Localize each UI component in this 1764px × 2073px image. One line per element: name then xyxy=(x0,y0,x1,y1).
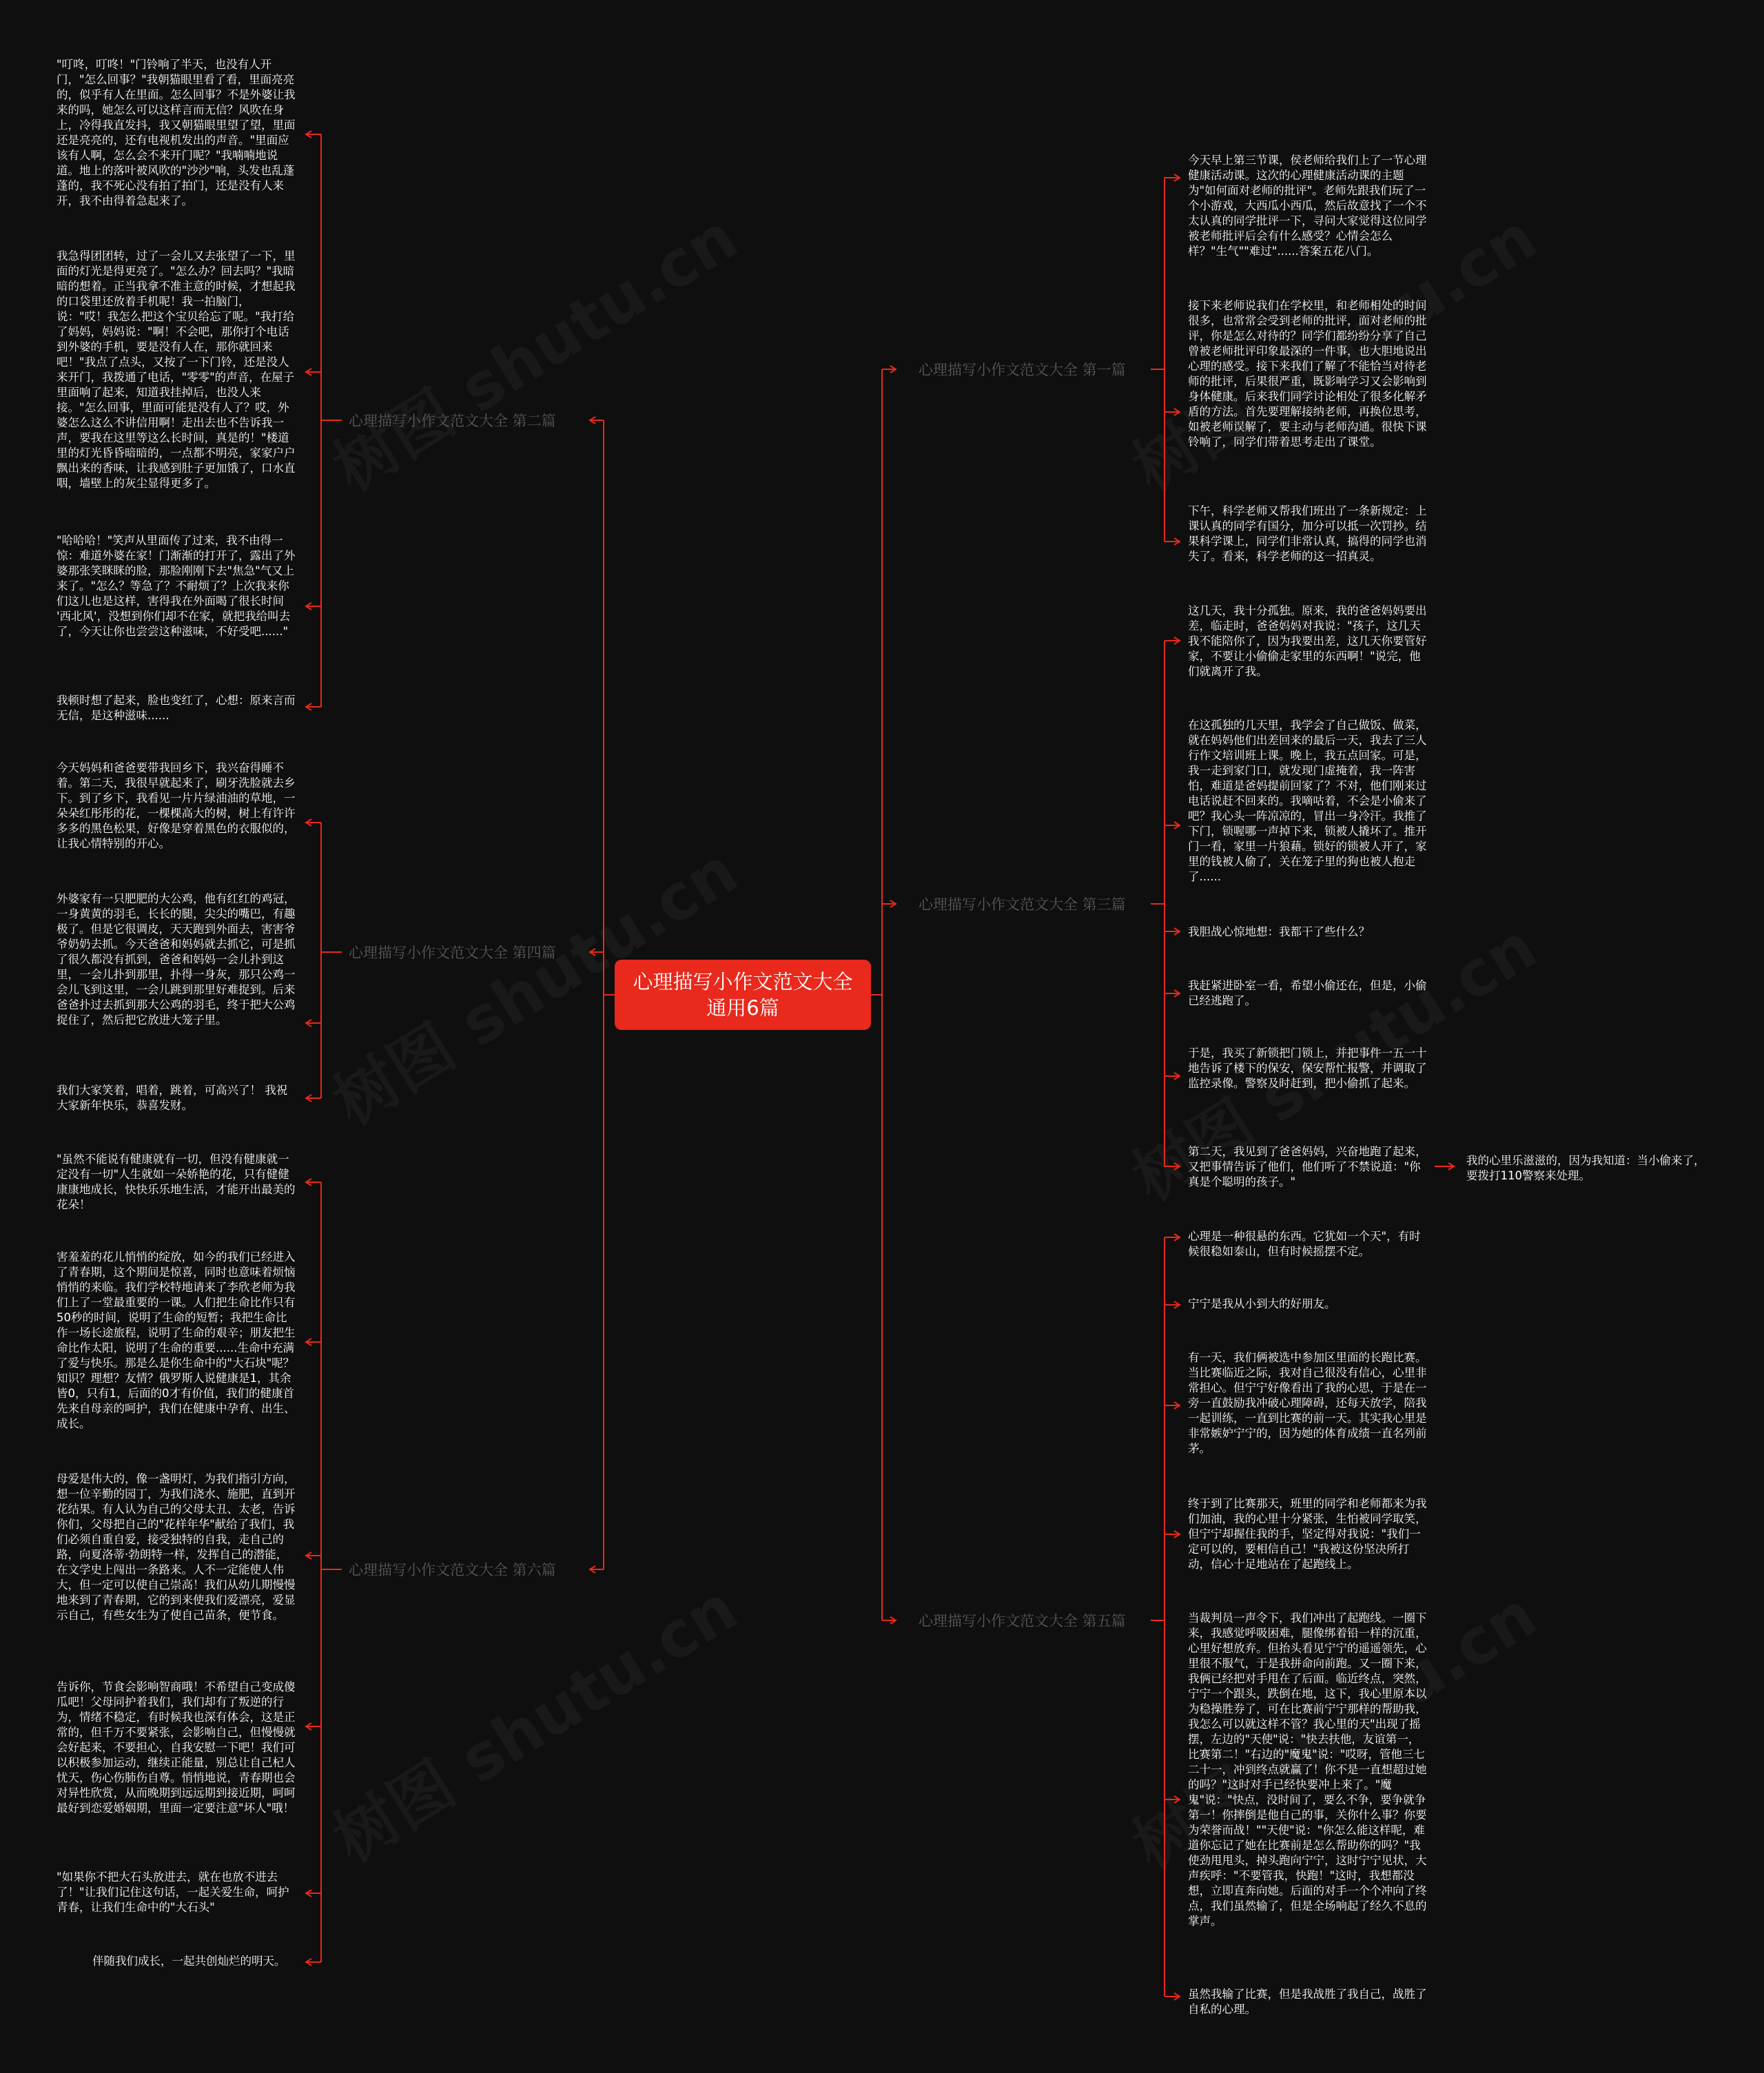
leaf-3-1: 这几天，我十分孤独。原来，我的爸爸妈妈要出差，临走时，爸爸妈妈对我说："孩子，这几天我不能陪你了，因为我要出差，这几天你要管好家，不要让小偷偷走家里的东西啊！"说完，他们就离开了我。 xyxy=(1188,604,1427,678)
central-topic[interactable]: 心理描写小作文范文大全通用6篇 xyxy=(615,960,871,1030)
branch-3[interactable]: 心理描写小作文范文大全 第三篇 xyxy=(919,896,1126,913)
leaf-3-6-1: 我的心里乐滋滋的，因为我知道：当小偷来了，要拨打110警察来处理。 xyxy=(1466,1154,1705,1182)
leaf-6-4: 告诉你，节食会影响智商哦！不希望自己变成傻瓜吧！父母同护着我们，我们却有了叛逆的行为，情绪不稳定，有时候我也深有体会，这是正常的，但千万不要紧张，会影响自己，但慢慢就会好起来，不要担心，自我安慰一下吧！我们可以积极参加运动，继续正能量，别总让自己杞人忧天，伤心伤肺伤自尊。悄悄地说，青春期也会对异性欣赏，从而晚期到远远期到接近期，呵呵最好到恋爱婚姻期，里面一定要注意"坏人"哦！ xyxy=(57,1680,296,1815)
leaf-5-2: 宁宁是我从小到大的好朋友。 xyxy=(1188,1297,1336,1310)
leaf-4-2: 外婆家有一只肥肥的大公鸡，他有红红的鸡冠，一身黄黄的羽毛，长长的腿，尖尖的嘴巴，有趣极了。但是它很调皮，天天跑到外面去，害害爷爷奶奶去抓。今天爸爸和妈妈就去抓它，可是抓了很久都没有抓到，爸爸和妈妈一会儿扑到这里，一会儿扑到那里，扑得一身灰，那只公鸡一会儿飞到这里，一会儿跳到那里好难捉到。后来爸爸扑过去抓到那大公鸡的羽毛，终于把大公鸡捉住了，然后把它放进大笼子里。 xyxy=(57,892,296,1027)
leaf-2-2: 我急得团团转，过了一会儿又去张望了一下，里面的灯光是得更亮了。"怎么办？回去吗？"我暗暗的想着。正当我拿不准主意的时候，才想起我的口袋里还放着手机呢！我一拍脑门，说："哎！我怎么把这个宝贝给忘了呢。"我打给了妈妈，妈妈说："啊！不会吧，那你打个电话到外婆的手机，要是没有人在，那你就回来吧！"我点了点头，又按了一下门铃，还是没人来开门，我拨通了电话，"零零"的声音，在屋子里面响了起来，知道我挂掉后，也没人来接。"怎么回事，里面可能是没有人了？哎，外婆怎么这么不讲信用啊！走出去也不告诉我一声，要我在这里等这么长时间，真是的！"楼道里的灯光昏昏暗暗的，一点都不明亮，家家户户飘出来的香味，让我感到肚子更加饿了，口水直咽，墙壁上的灰尘显得更多了。 xyxy=(57,249,296,490)
leaf-2-3: "哈哈哈！"笑声从里面传了过来，我不由得一惊：难道外婆在家！门渐渐的打开了，露出了外婆那张笑眯眯的脸，那脸刚刚下去"焦急"气又上来了。"怎么？等急了？不耐烦了？上次我来你们这儿也是这样，害得我在外面喝了很长时间 '西北风'，没想到你们却不在家，就把我给叫去了，今天让你也尝尝这种滋味，不好受吧......" xyxy=(57,534,296,638)
leaf-6-1: "虽然不能说有健康就有一切，但没有健康就一定没有一切"人生就如一朵娇艳的花，只有健健康康地成长，快快乐乐地生活，才能开出最美的花朵！ xyxy=(57,1153,296,1211)
leaf-4-1: 今天妈妈和爸爸要带我回乡下，我兴奋得睡不着。第二天，我很早就起来了，刷牙洗脸就去乡下。到了乡下，我看见一片片绿油油的草地，一朵朵红彤彤的花，一棵棵高大的树，树上有许许多多的黑色松果，好像是穿着黑色的衣服似的，让我心情特别的开心。 xyxy=(57,761,296,850)
leaf-5-6: 虽然我输了比赛，但是我战胜了我自己，战胜了自私的心理。 xyxy=(1188,1988,1427,2016)
leaf-6-2: 害羞羞的花儿悄悄的绽放，如今的我们已经进入了青春期，这个期间是惊喜，同时也意味着烦恼悄悄的来临。我们学校特地请来了李欣老师为我们上了一堂最重要的一课。人们把生命比作只有50秒的时间，说明了生命的短暂；我把生命比作一场长途旅程，说明了生命的艰辛；朋友把生命比作太阳，说明了生命的重要......生命中充满了爱与快乐。那是么是你生命中的"大石块"呢？知识？理想？友情？俄罗斯人说健康是1，其余皆0，只有1，后面的0才有价值，我们的健康首先来自母亲的呵护，我们在健康中孕育、出生、成长。 xyxy=(57,1250,296,1430)
leaf-3-3: 我胆战心惊地想：我都干了些什么？ xyxy=(1188,925,1370,938)
leaf-1-1: 今天早上第三节课，侯老师给我们上了一节心理健康活动课。这次的心理健康活动课的主题为"如何面对老师的批评"。老师先跟我们玩了一个小游戏，大西瓜小西瓜，然后故意找了一个不太认真的同学批评一下，寻问大家觉得这位同学被老师批评后会有什么感受？心情会怎么样？"生气""难过"......答案五花八门。 xyxy=(1188,154,1427,258)
leaf-6-5: "如果你不把大石头放进去，就在也放不进去了！"让我们记住这句话，一起关爱生命，呵护青春，让我们生命中的"大石头" xyxy=(57,1870,289,1914)
leaf-1-2: 接下来老师说我们在学校里，和老师相处的时间很多，也常常会受到老师的批评，面对老师的批评，你是怎么对待的？同学们都纷纷分享了自己曾被老师批评印象最深的一件事，也大胆地说出心理的感受。接下来我们了解了不能恰当对待老师的批评，后果很严重，既影响学习又会影响到身体健康。后来我们同学讨论相处了很多化解矛盾的方法。首先要理解接纳老师，再换位思考，如被老师误解了，要主动与老师沟通。很快下课铃响了，同学们带着思考走出了课堂。 xyxy=(1188,299,1427,448)
leaf-3-2: 在这孤独的几天里，我学会了自己做饭、做菜，就在妈妈他们出差回来的最后一天，我去了三人行作文培训班上课。晚上，我五点回家。可是，我一走到家门口，就发现门虚掩着，我一阵害怕，难道是爸妈提前回家了？不对，他们刚来过电话说赶不回来的。我嘀咕着，不会是小偷来了吧？我心头一阵凉凉的，冒出一身冷汗。我推了下门，锁喔哪一声掉下来，锁被人撬坏了。推开门一看，家里一片狼藉。锁好的锁被人开了，家里的钱被人偷了，关在笼子里的狗也被人抱走了...... xyxy=(1188,719,1427,883)
leaf-6-6: 伴随我们成长，一起共创灿烂的明天。 xyxy=(92,1955,286,1968)
leaf-2-4: 我顿时想了起来，脸也变红了，心想：原来言而无信，是这种滋味...... xyxy=(57,694,296,722)
leaf-5-4: 终于到了比赛那天，班里的同学和老师都来为我们加油，我的心里十分紧张，生怕被同学取笑，但宁宁却握住我的手，坚定得对我说："我们一定可以的，要相信自己！"我被这份坚决所打动，信心十足地站在了起跑线上。 xyxy=(1188,1497,1427,1571)
leaf-4-3: 我们大家笑着，唱着，跳着，可高兴了！ 我祝大家新年快乐，恭喜发财。 xyxy=(57,1084,288,1112)
branch-1[interactable]: 心理描写小作文范文大全 第一篇 xyxy=(919,362,1126,378)
leaf-5-5: 当裁判员一声令下，我们冲出了起跑线。一圈下来，我感觉呼吸困难，腿像绑着铅一样的沉重，心里好想放弃。但抬头看见宁宁的遥遥领先，心里很不服气，于是我拼命向前跑。又一圈下来，我俩已经把对手甩在了后面。临近终点，突然，宁宁一个跟头，跌倒在地，这下，我心里原本以为稳操胜券了，可在比赛前宁宁那样的帮助我，我怎么可以就这样不管？我心里的天"出现了摇摆，左边的"天使"说："快去扶他，友谊第一，比赛第二！"右边的"魔鬼"说："哎呀，管他三七二十一，冲到终点就赢了！你不是一直想超过她的吗？"这时对手已经快要冲上来了。"魔鬼"说："快点，没时间了，要么不争，要争就争第一！你摔倒是他自己的事，关你什么事？你要为荣誉而战！""天使"说："你怎么能这样呢，难道你忘记了她在比赛前是怎么帮助你的吗？"我使劲甩甩头，掉头跑向宁宁，这时宁宁见状，大声疾呼："不要管我，快跑！"这时，我想都没想，立即直奔向她。后面的对手一个个冲向了终点，我们虽然输了，但是全场响起了经久不息的掌声。 xyxy=(1188,1611,1427,1928)
branch-4[interactable]: 心理描写小作文范文大全 第四篇 xyxy=(349,945,556,961)
branch-2[interactable]: 心理描写小作文范文大全 第二篇 xyxy=(349,413,556,429)
leaf-3-4: 我赶紧进卧室一看，希望小偷还在，但是，小偷已经逃跑了。 xyxy=(1188,979,1427,1007)
branch-6[interactable]: 心理描写小作文范文大全 第六篇 xyxy=(349,1562,556,1578)
leaf-5-1: 心理是一种很悬的东西。它犹如一个天"，有时候很稳如泰山，但有时候摇摆不定。 xyxy=(1188,1230,1421,1258)
leaf-3-5: 于是，我买了新锁把门锁上，并把事件一五一十地告诉了楼下的保安，保安帮忙报警，并调取了监控录像。警察及时赶到，把小偷抓了起来。 xyxy=(1188,1046,1427,1090)
leaf-6-3: 母爱是伟大的，像一盏明灯，为我们指引方向，想一位辛勤的园丁，为我们浇水、施肥，直到开花结果。有人认为自己的父母太丑、太老，告诉你们，父母把自己的"花样年华"献给了我们，我们必须自重自爱，接受独特的自我，走自己的路，向夏洛蒂·勃朗特一样，发挥自己的潜能，在文学史上闯出一条路来。人不一定能使人伟大，但一定可以使自己崇高！我们从幼儿期慢慢地来到了青春期，它的到来使我们爱漂亮，爱显示自己，有些女生为了使自己苗条，便节食。 xyxy=(57,1472,296,1622)
leaf-1-3: 下午，科学老师又帮我们班出了一条新规定：上课认真的同学有国分，加分可以抵一次罚抄。结果科学课上，同学们非常认真，搞得的同学也消失了。看来，科学老师的这一招真灵。 xyxy=(1188,504,1427,563)
leaf-5-3: 有一天，我们俩被选中参加区里面的长跑比赛。当比赛临近之际，我对自己很没有信心，心里非常担心。但宁宁好像看出了我的心思，于是在一旁一直鼓励我冲破心理障碍，还每天放学，陪我一起训练，一直到比赛的前一天。其实我心里是非常嫉妒宁宁的，因为她的体育成绩一直名列前茅。 xyxy=(1188,1351,1427,1455)
branch-5[interactable]: 心理描写小作文范文大全 第五篇 xyxy=(919,1613,1126,1629)
leaf-2-1: "叮咚，叮咚！"门铃响了半天，也没有人开门，"怎么回事？"我朝猫眼里看了看，里面亮亮的，似乎有人在里面。怎么回事？不是外婆让我来的吗，她怎么可以这样言而无信？风吹在身上，冷得我直发抖，我又朝猫眼里望了望，里面还是亮亮的，还有电视机发出的声音。"里面应该有人啊，怎么会不来开门呢？"我喃喃地说道。地上的落叶被风吹的"沙沙"响，头发也乱蓬蓬的，我不死心没有拍了拍门，还是没有人来开，我不由得着急起来了。 xyxy=(57,58,296,207)
leaf-3-6: 第二天，我见到了爸爸妈妈，兴奋地跑了起来，又把事情告诉了他们，他们听了不禁说道："你真是个聪明的孩子。" xyxy=(1188,1145,1427,1188)
